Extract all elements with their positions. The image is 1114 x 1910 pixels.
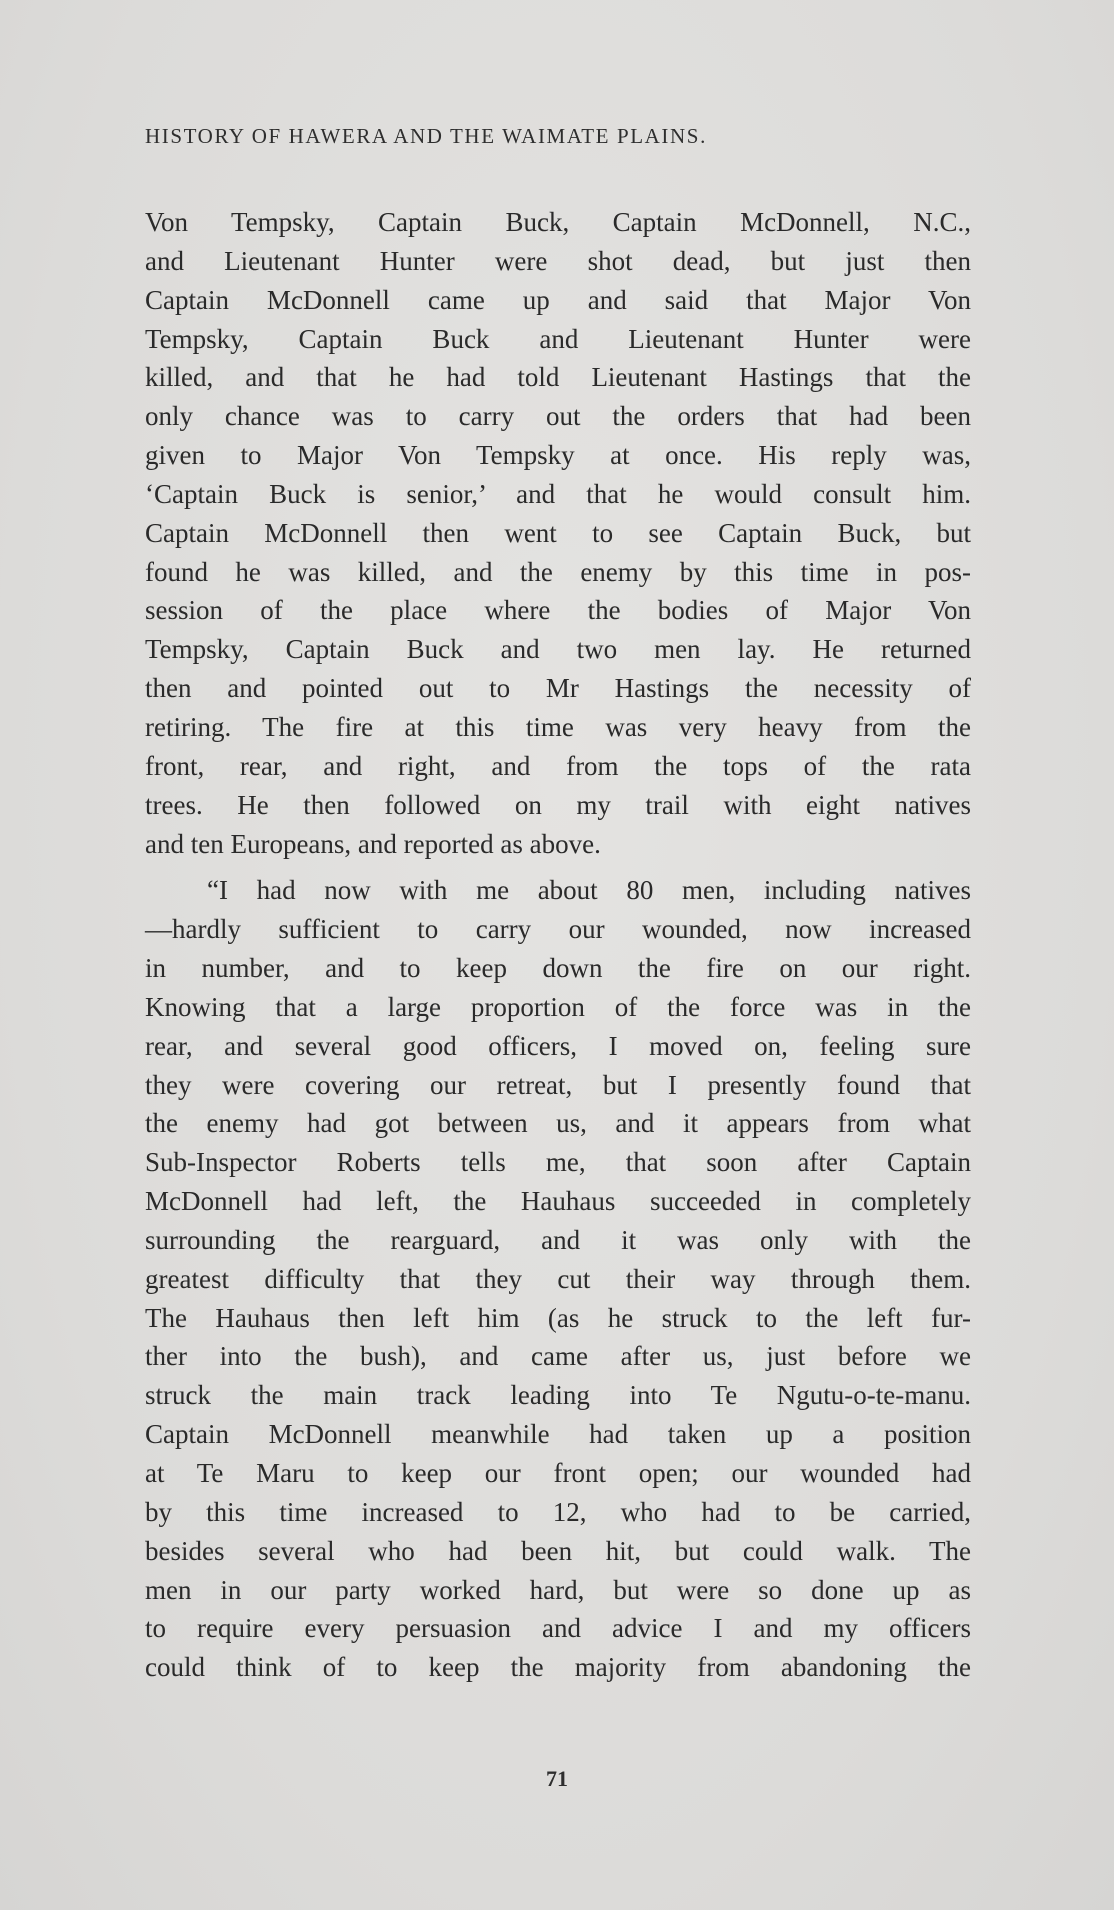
text-line: and ten Europeans, and reported as above. — [145, 828, 601, 859]
text-line: found he was killed, and the enemy by this time in pos- — [145, 556, 971, 587]
page-number: 71 — [546, 1766, 568, 1791]
text-line: they were covering our retreat, but I presently found that — [145, 1069, 971, 1100]
text-line: McDonnell had left, the Hauhaus succeeded in completely — [145, 1186, 971, 1217]
text-line: front, rear, and right, and from the tops of the rata — [145, 750, 971, 781]
text-line: retiring. The fire at this time was very heavy from the — [145, 711, 971, 742]
text-line: Von Tempsky, Captain Buck, Captain McDonnell, N.C., — [145, 207, 971, 237]
text-line: Sub-Inspector Roberts tells me, that soon after Captain — [145, 1147, 971, 1178]
paragraph-gap — [145, 863, 971, 871]
text-line: killed, and that he had told Lieutenant Hastings that the — [145, 362, 971, 393]
text-line: Captain McDonnell then went to see Captain Buck, but — [145, 517, 971, 548]
text-line: to require every persuasion and advice I and my officers — [145, 1613, 971, 1644]
paragraph-1 — [145, 203, 971, 863]
text-line: “I had now with me about 80 men, including natives — [207, 875, 971, 906]
text-line: Knowing that a large proportion of the force was in the — [145, 991, 971, 1022]
text-line: given to Major Von Tempsky at once. His reply was, — [145, 440, 971, 471]
text-line: —hardly sufficient to carry our wounded, now increased — [145, 914, 971, 945]
text-line: Tempsky, Captain Buck and Lieutenant Hunter were — [145, 323, 971, 354]
text-line: the enemy had got between us, and it appears from what — [145, 1108, 971, 1139]
body-text — [145, 203, 971, 1687]
text-line: struck the main track leading into Te Ngutu-o-te-manu. — [145, 1380, 971, 1411]
running-header: HISTORY OF HAWERA AND THE WAIMATE PLAINS. — [145, 124, 707, 148]
text-line: Captain McDonnell came up and said that Major Von — [145, 284, 971, 315]
text-line: ‘Captain Buck is senior,’ and that he would consult him. — [145, 478, 971, 509]
text-line: besides several who had been hit, but could walk. The — [145, 1535, 971, 1566]
paragraph-2 — [145, 871, 971, 1687]
text-line: only chance was to carry out the orders that had been — [145, 401, 971, 432]
text-line: then and pointed out to Mr Hastings the necessity of — [145, 673, 971, 704]
text-line: could think of to keep the majority from abandoning the — [145, 1652, 971, 1683]
text-line: Tempsky, Captain Buck and two men lay. He returned — [145, 634, 971, 665]
text-line: Captain McDonnell meanwhile had taken up a position — [145, 1419, 971, 1450]
text-line: rear, and several good officers, I moved on, feeling sure — [145, 1030, 971, 1061]
text-line: ther into the bush), and came after us, just before we — [145, 1341, 971, 1372]
text-line: in number, and to keep down the fire on our right. — [145, 953, 971, 984]
text-line: at Te Maru to keep our front open; our wounded had — [145, 1458, 971, 1488]
text-line: session of the place where the bodies of Major Von — [145, 595, 971, 626]
text-line: trees. He then followed on my trail with eight natives — [145, 789, 971, 820]
text-line: and Lieutenant Hunter were shot dead, but just then — [145, 245, 971, 276]
text-line: men in our party worked hard, but were so done up as — [145, 1574, 971, 1605]
text-line: by this time increased to 12, who had to be carried, — [145, 1496, 971, 1527]
text-line: greatest difficulty that they cut their way through them. — [145, 1263, 971, 1294]
text-line: The Hauhaus then left him (as he struck to the left fur- — [145, 1302, 971, 1333]
text-line: surrounding the rearguard, and it was only with the — [145, 1224, 971, 1255]
